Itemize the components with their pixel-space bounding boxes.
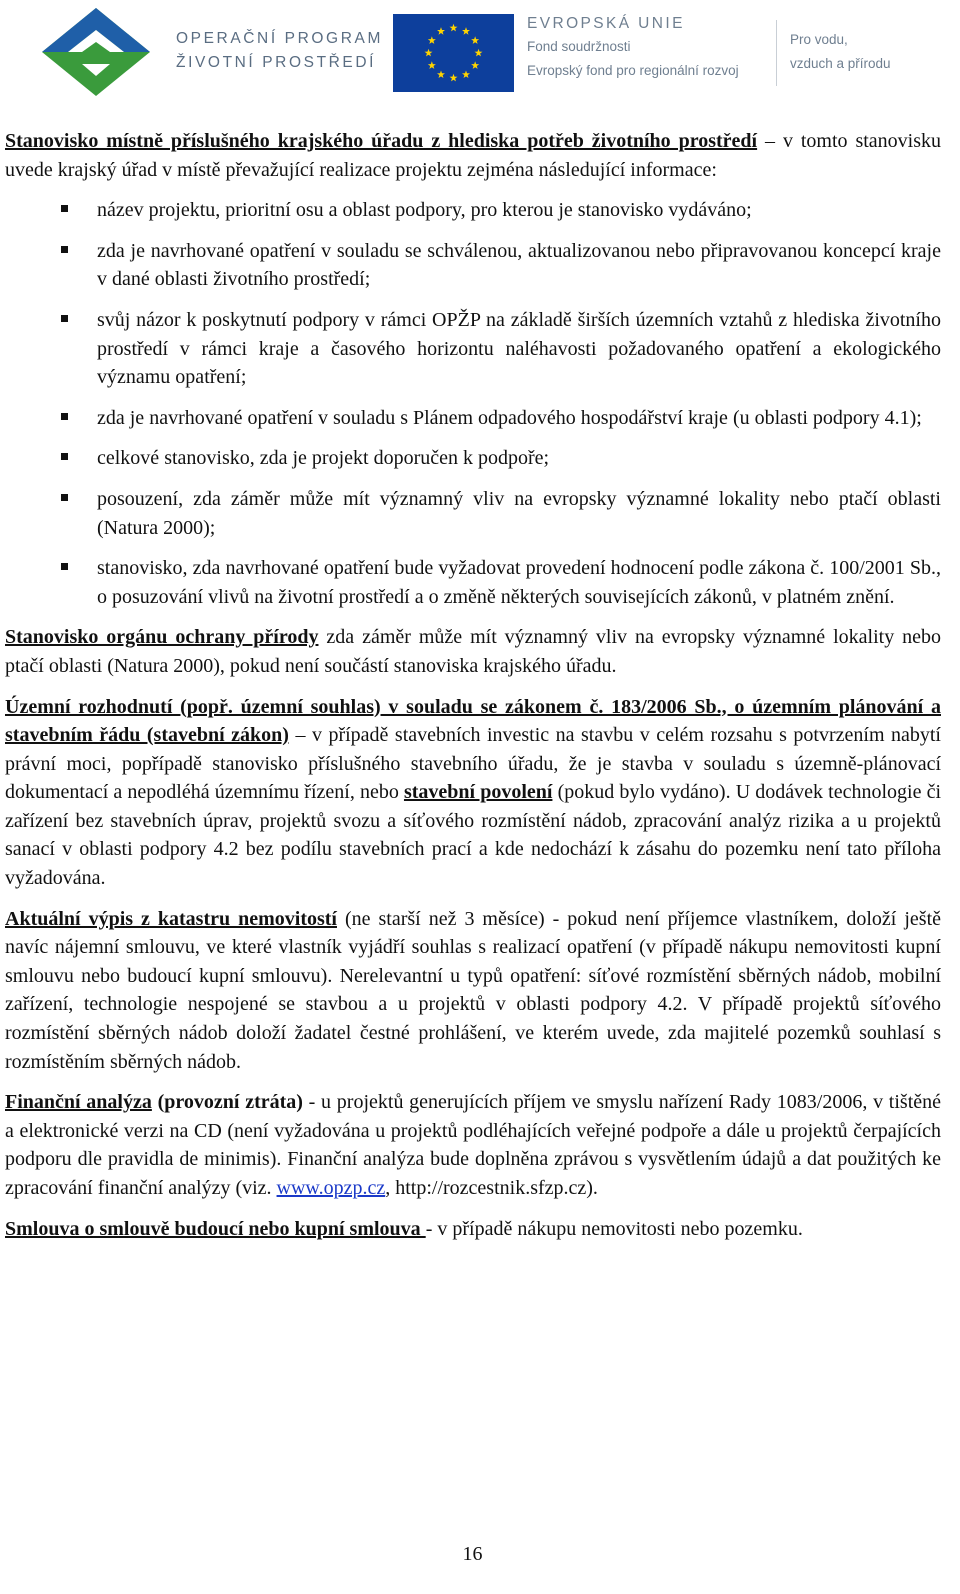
eu-funds-text <box>527 15 739 85</box>
op-zp-logo-icon <box>38 6 156 98</box>
eu-line-3: Evropský fond pro regionální rozvoj <box>527 63 739 78</box>
list-item: stanovisko, zda navrhované opatření bude vyžadovat provedení hodnocení podle zákona č. 100/2001 Sb., o posuzování vlivů na životní prostředí a o změně některých souvisejících zákonů, v platném znění. <box>97 554 941 611</box>
list-item: název projektu, prioritní osu a oblast podpory, pro kterou je stanovisko vydáváno; <box>97 196 941 225</box>
section-krajsky-urad <box>5 127 941 184</box>
section-text: - v případě nákupu nemovitosti nebo pozemku. <box>425 1217 803 1240</box>
list-item: zda je navrhované opatření v souladu se schválenou, aktualizovanou nebo připravovanou koncepcí kraje v dané oblasti životního prostředí; <box>97 237 941 294</box>
page-number: 16 <box>462 1543 483 1565</box>
list-item: svůj názor k poskytnutí podpory v rámci OPŽP na základě širších územních vztahů z hlediska životního prostředí v rámci kraje a časového horizontu naléhavosti požadovaného opatření a ekologického významu opatření; <box>97 306 941 392</box>
section-title: Stanovisko orgánu ochrany přírody <box>5 626 319 649</box>
requirements-list <box>5 196 941 611</box>
section-text-continued: (pokud bylo vydáno). U dodávek technologie či zařízení bez stavebních úprav, projektů svozu a síťového rozmístění nádob, zpracování analýz rizika a u projektů sanací v oblasti podpory 4.2 bez podílu stavebních prací a kde nedochází k zásahu do pozemku není tato příloha vyžadována. <box>5 781 941 890</box>
section-title: Územní rozhodnutí (popř. územní souhlas) v souladu se zákonem č. 183/2006 Sb., o územním plánování a stavebním řádu (stavební zákon) <box>5 695 941 747</box>
section-ochrana-prirody <box>5 623 941 680</box>
section-text: zda záměr může mít významný vliv na evropsky významné lokality nebo ptačí oblasti (Natura 2000), pokud není součástí stanoviska krajského úřadu. <box>5 626 942 677</box>
op-program-name <box>176 27 383 75</box>
list-item: zda je navrhované opatření v souladu s Plánem odpadového hospodářství kraje (u oblasti podpory 4.1); <box>97 404 941 433</box>
header-divider <box>776 20 777 86</box>
section-title: Smlouva o smlouvě budoucí nebo kupní smlouva <box>5 1217 426 1240</box>
section-katastr <box>5 905 941 1077</box>
slogan-line-1: Pro vodu, <box>790 32 848 47</box>
slogan <box>790 28 891 76</box>
page-header <box>0 0 960 110</box>
list-item: celkové stanovisko, zda je projekt doporučen k podpoře; <box>97 444 941 473</box>
stavebni-povoleni-term: stavební povolení <box>403 781 553 804</box>
section-title: Aktuální výpis z katastru nemovitostí <box>5 907 337 930</box>
section-title-suffix: (provozní ztráta) <box>151 1091 303 1114</box>
section-title: Stanovisko místně příslušného krajského úřadu z hlediska potřeb životního prostředí <box>5 130 758 152</box>
section-text: - u projektů generujících příjem ve smyslu nařízení Rady 1083/2006, v tištěné a elektronické verzi na CD (není vyžadována u projektů podléhajících veřejné podpoře a dále u projektů čerpajících podporu dle pravidla de minimis). Finanční analýza bude doplněna zprávou s vysvětlením údajů a dat použitých ke zpracování finanční analýzy (viz. <box>5 1091 942 1199</box>
section-title: Finanční analýza <box>5 1091 152 1114</box>
section-smlouva <box>5 1215 941 1244</box>
slogan-line-2: vzduch a přírodu <box>790 56 891 71</box>
section-text: – v tomto stanovisku uvede krajský úřad v místě převažující realizace projektu zejména následující informace: <box>5 130 941 181</box>
eu-flag-icon <box>393 14 514 92</box>
opzp-link[interactable]: www.opzp.cz <box>276 1177 386 1199</box>
document-body <box>5 127 941 1243</box>
op-line-2: ŽIVOTNÍ PROSTŘEDÍ <box>176 54 377 71</box>
eu-line-2: Fond soudržnosti <box>527 39 631 54</box>
section-text: – v případě stavebních investic na stavbu v celém rozsahu s potvrzením nabytí právní moci, popřípadě stanovisko příslušného stavebního úřadu, že je stavba v souladu s územně-plánovací dokumentací a nepodléhá územnímu řízení, nebo <box>5 724 941 804</box>
section-text: (ne starší než 3 měsíce) - pokud není příjemce vlastníkem, doloží ještě navíc nájemní smlouvu, ve které vlastník vyjádří souhlas s realizací opatření (v případě nákupu nemovitosti kupní smlouvu nebo budoucí kupní smlouvu). Nerelevantní u typů opatření: síťové rozmístění sběrných nádob, mobilní zařízení, technologie nespojené se stavbou a u projektů v oblasti podpory 4.2. V případě projektů síťového rozmístění sběrných nádob doloží žadatel čestné prohlášení, ve kterém uvede, zda majitelé pozemků souhlasí s rozmístěním sběrných nádob. <box>5 907 941 1073</box>
list-item: posouzení, zda záměr může mít významný vliv na evropsky významné lokality nebo ptačí oblasti (Natura 2000); <box>97 485 941 542</box>
eu-line-1: EVROPSKÁ UNIE <box>527 15 685 32</box>
section-text-end: , http://rozcestnik.sfzp.cz). <box>385 1177 598 1199</box>
op-line-1: OPERAČNÍ PROGRAM <box>176 30 383 47</box>
section-uzemni-rozhodnuti <box>5 693 941 893</box>
section-financni-analyza <box>5 1088 941 1202</box>
